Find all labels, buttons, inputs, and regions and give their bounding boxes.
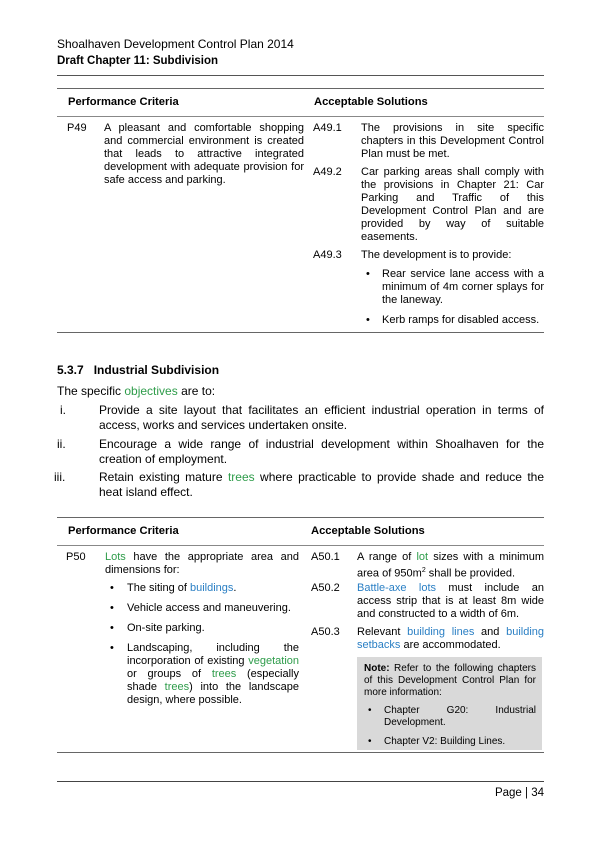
table1-bottom-rule bbox=[57, 332, 544, 333]
solution-id: A50.2 bbox=[311, 582, 340, 594]
table1-col2-header: Acceptable Solutions bbox=[314, 96, 428, 108]
pc-text: Lots have the appropriate area and dimensions for: bbox=[105, 551, 299, 576]
objectives-intro bbox=[57, 384, 215, 398]
trees-link[interactable]: trees bbox=[211, 668, 237, 680]
footer-rule bbox=[57, 781, 544, 782]
list-number: ii. bbox=[57, 437, 66, 451]
solution-id: A49.1 bbox=[313, 122, 342, 134]
chapter-title: Draft Chapter 11: Subdivision bbox=[57, 55, 219, 67]
bullet-icon: • bbox=[110, 642, 114, 654]
page-number: Page | 34 bbox=[494, 787, 544, 799]
table2-top-rule bbox=[57, 517, 544, 518]
list-number: iii. bbox=[54, 470, 66, 484]
pc-text: A pleasant and comfortable shopping and commercial environment is created that leads to attractive integrated development with adequate provision for safe access and parking. bbox=[104, 122, 304, 186]
document-title: Shoalhaven Development Control Plan 2014 bbox=[57, 37, 294, 51]
note-bullet: Chapter G20: Industrial Development. bbox=[384, 705, 536, 728]
bullet-text: Rear service lane access with a minimum of 4m corner splays for the laneway. bbox=[382, 268, 544, 306]
table2-col2-header: Acceptable Solutions bbox=[311, 525, 425, 537]
table1-header-rule bbox=[57, 116, 544, 117]
buildings-link[interactable]: buildings bbox=[189, 582, 234, 594]
note-bullet: Chapter V2: Building Lines. bbox=[384, 736, 506, 747]
intro-text: are to: bbox=[177, 384, 216, 398]
vegetation-link[interactable]: vegetation bbox=[248, 655, 299, 667]
bullet-icon: • bbox=[368, 736, 372, 747]
solution-id: A49.2 bbox=[313, 166, 342, 178]
table1-top-rule bbox=[57, 88, 544, 89]
bullet-text: Kerb ramps for disabled access. bbox=[382, 314, 540, 326]
solution-text: Battle-axe lots must include an access strip that is at least 8m wide and constructed to a width of 6m. bbox=[357, 582, 544, 620]
bullet-icon: • bbox=[366, 314, 370, 326]
header-rule bbox=[57, 75, 544, 76]
solution-id: A50.1 bbox=[311, 551, 340, 563]
objective-text: Encourage a wide range of industrial development within Shoalhaven for the creation of employment. bbox=[99, 437, 544, 466]
solution-text: Car parking areas shall comply with the provisions in Chapter 21: Car Parking and Traffic of this Development Control Plan and are provided by way of suitable easements. bbox=[361, 166, 544, 243]
bullet-icon: • bbox=[110, 582, 114, 594]
solution-text: Relevant building lines and building setbacks are accommodated. bbox=[357, 626, 544, 651]
note-text: Note: Refer to the following chapters of this Development Control Plan for more information: bbox=[364, 663, 536, 698]
bullet-icon: • bbox=[366, 268, 370, 280]
bullet-text: Landscaping, including the incorporation of existing vegetation or groups of trees (especially shade trees) into the landscape design, where possible. bbox=[127, 642, 299, 706]
building-lines-link[interactable]: building lines bbox=[407, 626, 475, 638]
list-number: i. bbox=[60, 403, 66, 417]
solution-text: The provisions in site specific chapters in this Development Control Plan must be met. bbox=[361, 122, 544, 160]
table2-col1-header: Performance Criteria bbox=[68, 525, 179, 537]
solution-text: The development is to provide: bbox=[361, 249, 512, 261]
objective-text: Provide a site layout that facilitates an efficient industrial operation in terms of access, works and services undertaken onsite. bbox=[99, 403, 544, 432]
lot-link[interactable]: lot bbox=[416, 551, 429, 563]
lots-link[interactable]: Lots bbox=[105, 551, 126, 563]
section-title: Industrial Subdivision bbox=[93, 363, 220, 377]
bullet-icon: • bbox=[110, 602, 114, 614]
battle-axe-lots-link[interactable]: Battle-axe lots bbox=[357, 582, 436, 594]
table2-bottom-rule bbox=[57, 752, 544, 753]
solution-id: A49.3 bbox=[313, 249, 342, 261]
pc-id: P49 bbox=[67, 122, 87, 134]
solution-id: A50.3 bbox=[311, 626, 340, 638]
solution-text: A range of lot sizes with a minimum area of $950m^2$ shall be provided. bbox=[357, 551, 545, 580]
bullet-icon: • bbox=[368, 705, 372, 716]
bullet-text: The siting of buildings. bbox=[127, 582, 237, 594]
table2-header-rule bbox=[57, 545, 544, 546]
table1-col1-header: Performance Criteria bbox=[68, 96, 179, 108]
section-heading bbox=[57, 363, 219, 377]
intro-text: The specific bbox=[57, 384, 125, 398]
pc-id: P50 bbox=[66, 551, 86, 563]
bullet-text: On-site parking. bbox=[127, 622, 205, 634]
section-number: 5.3.7 bbox=[57, 363, 84, 377]
objectives-link[interactable]: objectives bbox=[124, 384, 178, 398]
bullet-icon: • bbox=[110, 622, 114, 634]
trees-link[interactable]: trees bbox=[227, 470, 255, 484]
bullet-text: Vehicle access and maneuvering. bbox=[127, 602, 291, 614]
objective-text: Retain existing mature trees where practicable to provide shade and reduce the heat island effect. bbox=[99, 470, 545, 499]
building-setbacks-link[interactable]: building setbacks bbox=[357, 626, 544, 651]
trees-link[interactable]: trees bbox=[164, 681, 190, 693]
